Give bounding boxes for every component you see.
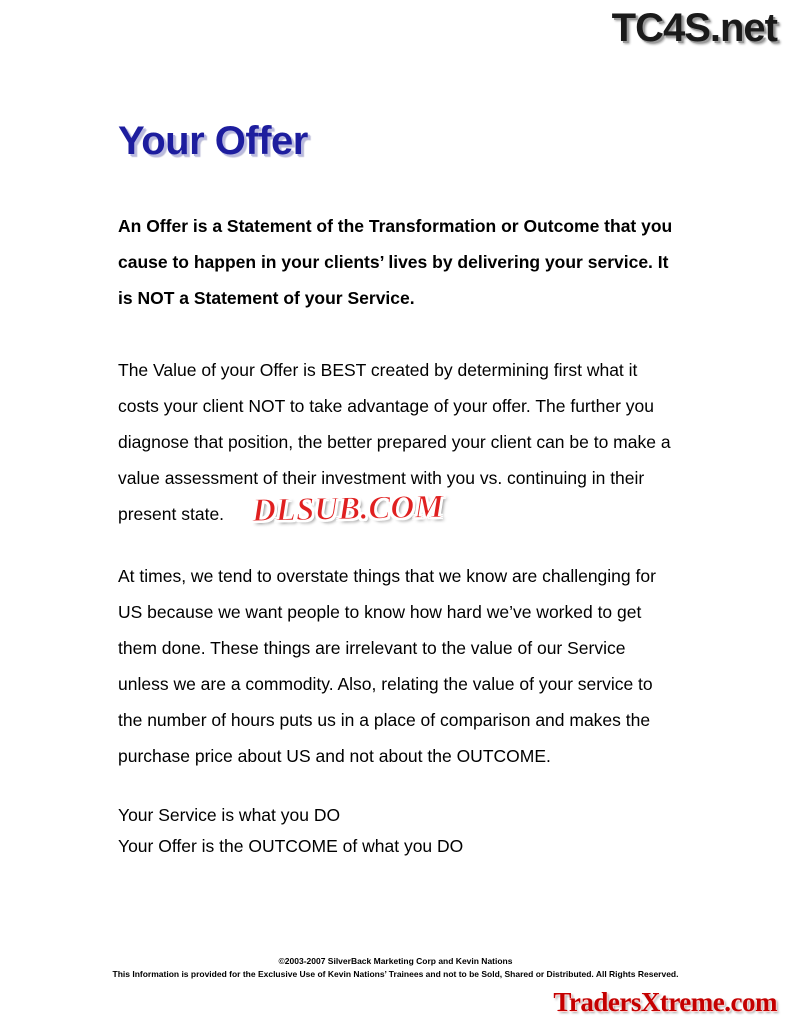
page-title: Your Offer [118,118,308,163]
paragraph-closing-line-1: Your Service is what you DO [118,805,341,825]
footer-brand-logo: TradersXtreme.com [553,987,777,1017]
document-body [118,208,680,862]
footer [0,955,791,981]
paragraph-value-of-offer: The Value of your Offer is BEST created by determining first what it costs your client NOT to take advantage of your offer. The further you diagnose that position, the better prepared your client can be to make a value assessment of their investment with you vs. continuing in their present state. [118,360,671,524]
footer-copyright: ©2003-2007 SilverBack Marketing Corp and Kevin Nations [278,956,513,966]
site-logo: TC4S.net [611,6,777,50]
paragraph-offer-definition: An Offer is a Statement of the Transformation or Outcome that you cause to happen in your clients’ lives by delivering your service. It is NOT a Statement of your Service. [118,216,673,308]
paragraph-overstating: At times, we tend to overstate things that we know are challenging for US because we want people to know how hard we’ve worked to get them done. These things are irrelevant to the value of our Service unless we are a commodity. Also, relating the value of your service to the number of hours puts us in a place of comparison and makes the purchase price about US and not about the OUTCOME. [118,566,656,766]
watermark-dlsub: DLSUB.COM [251,488,444,530]
footer-notice: This Information is provided for the Exclusive Use of Kevin Nations’ Trainees and not to be Sold, Shared or Distributed. All Rights Reserved. [112,969,679,979]
paragraph-closing-line-2: Your Offer is the OUTCOME of what you DO [118,836,464,856]
